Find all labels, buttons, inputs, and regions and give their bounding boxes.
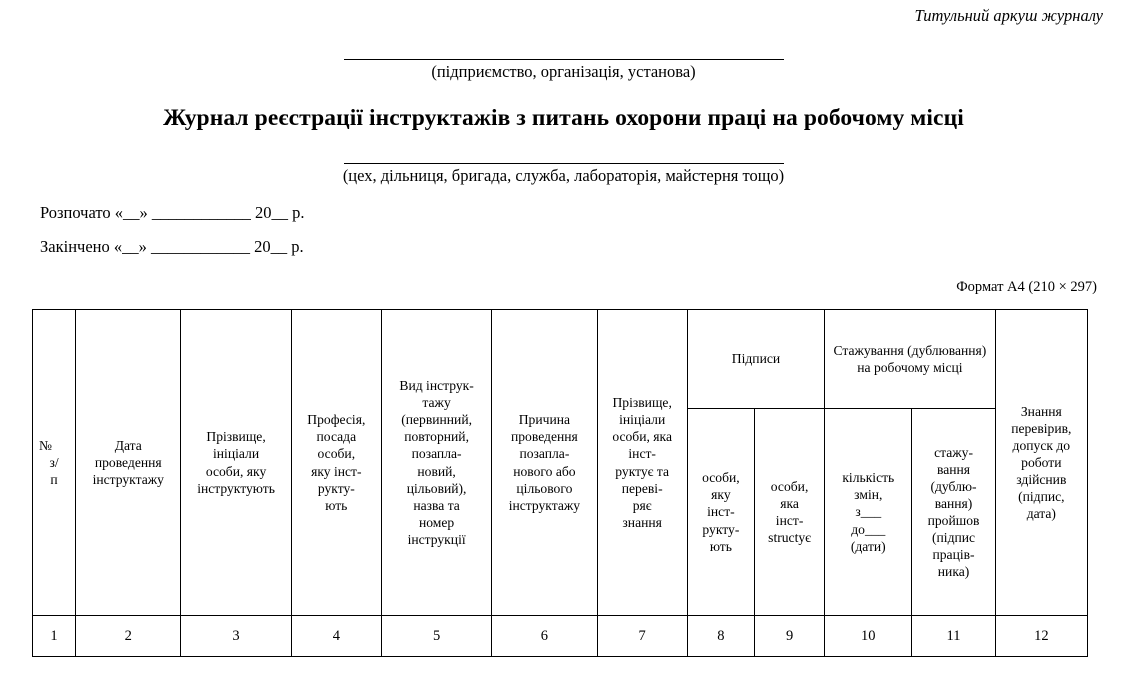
date-started: Розпочато «__» ____________ 20__ р. <box>40 203 305 222</box>
header-line: ють <box>325 497 348 513</box>
header-line: тажу <box>422 395 451 410</box>
header-line: вання) <box>934 495 973 511</box>
registration-table-wrap <box>32 309 1088 657</box>
group-header-internship: Стажування (дублювання) на робочому місці <box>825 310 995 409</box>
registration-table <box>32 309 1088 657</box>
header-cell-8 <box>687 409 754 616</box>
header-line: пройшов <box>927 513 980 528</box>
header-line: ють <box>709 538 732 554</box>
column-number: 6 <box>492 616 597 657</box>
org-caption: (підприємство, організація, установа) <box>431 62 696 81</box>
header-line: Прізвище, <box>206 429 266 445</box>
header-line: особи, яку <box>205 463 267 479</box>
header-line: з___ <box>855 504 882 520</box>
date-finished: Закінчено «__» ____________ 20__ р. <box>40 237 304 256</box>
header-cell-5 <box>381 310 491 616</box>
paper-format-note: Формат А4 (210 × 297) <box>956 279 1097 295</box>
header-cell-5-lines <box>385 377 488 548</box>
header-line: особи, <box>702 470 740 486</box>
header-line: до___ <box>851 521 886 537</box>
header-line: рукту- <box>317 480 355 496</box>
column-number: 9 <box>754 616 824 657</box>
header-line: Знання <box>1020 403 1062 419</box>
column-number: 1 <box>33 616 76 657</box>
header-line: руктує та <box>615 463 670 479</box>
header-line: цільового <box>516 480 573 496</box>
unit-fill-line <box>344 152 784 164</box>
header-line: ініціали <box>619 412 666 428</box>
header-cell-8-lines <box>691 469 751 555</box>
header-line: позапла- <box>411 446 462 462</box>
header-line: (дублю- <box>930 478 977 494</box>
header-line: змін, <box>854 487 883 503</box>
header-cell-12-lines <box>999 403 1084 523</box>
header-cell-3-lines <box>184 428 287 497</box>
header-line: роботи <box>1021 454 1062 470</box>
header-cell-11 <box>912 409 995 616</box>
column-number: 11 <box>912 616 995 657</box>
header-cell-12 <box>995 310 1087 616</box>
title-sheet-note: Титульний аркуш журналу <box>914 6 1103 25</box>
header-line: інструкції <box>407 532 466 547</box>
header-line: інструктажу <box>92 472 164 488</box>
header-line: особи, <box>770 478 809 494</box>
header-cell-2-lines <box>79 437 177 488</box>
header-cell-4 <box>291 310 381 616</box>
header-cell-3 <box>181 310 291 616</box>
page-title: Журнал реєстрації інструктажів з питань охорони праці на робочому місці <box>163 104 964 131</box>
header-row-top <box>33 310 1088 409</box>
header-line: працiв- <box>932 547 975 563</box>
column-number: 8 <box>687 616 754 657</box>
column-number: 12 <box>995 616 1087 657</box>
header-line: яку <box>711 487 731 503</box>
header-cell-11-lines <box>915 444 991 581</box>
header-line: нового або <box>513 463 576 479</box>
header-line: позапла- <box>519 446 570 462</box>
date-fields <box>40 203 305 271</box>
header-line: кількість <box>842 470 895 486</box>
header-line: № <box>39 437 52 453</box>
header-line: Причина <box>518 412 571 428</box>
column-number: 3 <box>181 616 291 657</box>
header-cell-7-lines <box>601 394 684 531</box>
column-number: 10 <box>825 616 912 657</box>
header-cell-7 <box>597 310 687 616</box>
header-line: яку інст- <box>311 463 362 479</box>
header-line: здійснив <box>1016 472 1067 488</box>
header-line: знання <box>622 514 662 530</box>
header-cell-10-lines <box>828 469 908 555</box>
header-line: ника) <box>937 564 970 580</box>
header-line: structує <box>768 530 811 546</box>
header-cell-6-lines <box>495 411 593 514</box>
header-line: переві- <box>621 480 663 496</box>
header-line: проведення <box>510 429 578 445</box>
header-line: назва та <box>413 497 460 513</box>
header-line: інст- <box>628 446 656 462</box>
header-line: цільовий), <box>406 480 467 496</box>
org-fill-line <box>344 48 784 60</box>
header-line: інструктажу <box>508 497 581 513</box>
header-line: повторний, <box>404 429 469 445</box>
header-line: рукту- <box>702 521 740 537</box>
header-line: особи, <box>317 446 356 462</box>
header-line: проведення <box>94 454 162 470</box>
header-line: інст- <box>775 513 804 528</box>
header-line: яка <box>780 495 799 511</box>
header-line: новий, <box>417 463 456 479</box>
header-line: особи, яка <box>612 429 672 445</box>
column-number: 7 <box>597 616 687 657</box>
header-line: перевірив, <box>1011 420 1072 436</box>
header-line: (підпис <box>931 530 976 546</box>
header-line: інструктують <box>197 480 275 496</box>
header-line: п <box>50 472 58 488</box>
header-cell-10 <box>825 409 912 616</box>
header-line: допуск до <box>1012 437 1071 453</box>
header-cell-4-lines <box>295 411 378 514</box>
column-number: 5 <box>381 616 491 657</box>
header-line: вання <box>936 461 971 477</box>
header-cell-6 <box>492 310 597 616</box>
header-line: з/ <box>49 454 59 470</box>
header-cell-9-lines <box>758 478 821 547</box>
header-line: номер <box>418 514 455 530</box>
header-line: (підпис, <box>1018 489 1065 505</box>
column-number: 4 <box>291 616 381 657</box>
unit-caption: (цех, дільниця, бригада, служба, лабораторія, майстерня тощо) <box>342 165 785 185</box>
header-line: Професія, <box>307 412 366 428</box>
header-line: ініціали <box>213 446 260 462</box>
header-line: (первинний, <box>401 412 473 428</box>
header-line: посада <box>316 429 357 445</box>
header-line: інст- <box>707 504 735 520</box>
document-header <box>0 48 1127 186</box>
header-cell-1 <box>33 310 76 616</box>
column-number: 2 <box>76 616 181 657</box>
header-line: стажу- <box>934 444 973 460</box>
header-line: дата) <box>1026 506 1056 522</box>
header-cell-2 <box>76 310 181 616</box>
header-line: Прізвище, <box>612 395 672 410</box>
group-header-signatures: Підписи <box>687 310 824 409</box>
header-cell-9 <box>754 409 824 616</box>
header-cell-1-lines <box>36 437 72 488</box>
header-line: Дата <box>114 437 142 453</box>
header-line: ряє <box>632 497 652 513</box>
header-line: (дати) <box>850 538 886 554</box>
header-line: Вид інструк- <box>399 377 474 393</box>
column-number-row <box>33 616 1088 657</box>
